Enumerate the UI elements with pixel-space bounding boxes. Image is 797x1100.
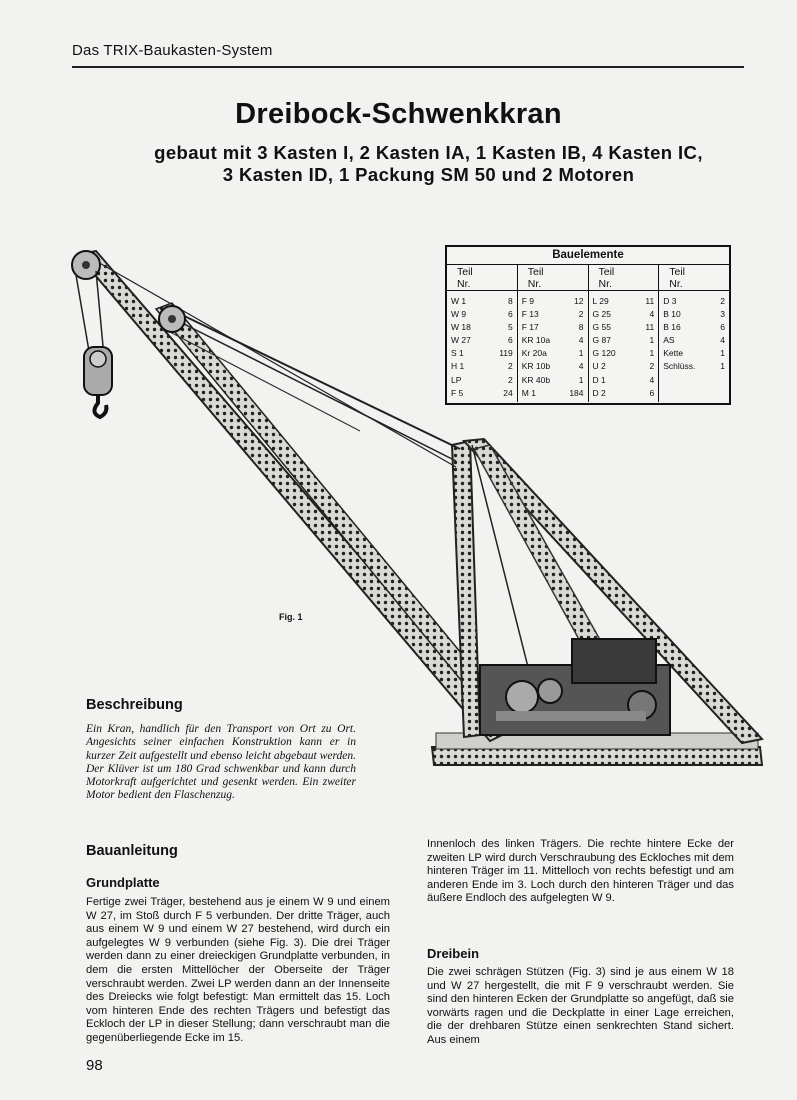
parts-row: AS 4 [663, 335, 725, 346]
parts-row: B 10 3 [663, 309, 725, 320]
parts-row: G 120 1 [592, 348, 655, 359]
hook [94, 395, 106, 417]
subtitle-line-2: 3 Kasten ID, 1 Packung SM 50 und 2 Motoren [222, 164, 635, 185]
parts-row: Kr 20a 1 [521, 348, 584, 359]
parts-row: S 1 119 [451, 348, 513, 359]
parts-row: W 27 6 [451, 335, 513, 346]
parts-row: G 87 1 [592, 335, 655, 346]
parts-row [659, 374, 729, 387]
grundplatte-heading: Grundplatte [86, 875, 160, 890]
parts-row: W 1 8 [451, 296, 513, 306]
parts-row: F 13 2 [521, 309, 584, 320]
description-text: Ein Kran, handlich für den Transport von Ort zu Ort. Angesichts seiner einfachen Konstruktion kann er in kurzer Zeit aufgestellt und ebenso leicht abgebaut werden. Der Klüver ist um 180 Grad schwenkbar und kann durch Motorkraft aufgerichtet und gesenkt werden. Ein zweiter Motor bedient den Flaschenzug. [86, 723, 356, 802]
description-heading: Beschreibung [86, 697, 183, 713]
parts-row: G 25 4 [592, 309, 655, 320]
parts-row: LP 2 [451, 374, 513, 385]
parts-column-3 [589, 265, 660, 402]
dreibein-heading: Dreibein [427, 946, 480, 961]
parts-row: U 2 2 [592, 361, 655, 372]
parts-table-title: Bauelemente [447, 247, 729, 265]
parts-row: B 16 6 [663, 322, 725, 333]
right-column-text: Innenloch des linken Trägers. Die rechte hintere Ecke der zweiten LP wird durch Verschraubung des Eckloches mit dem hinteren Träger im 11. Mittelloch von rechts befestigt und am anderen Ende im 3. Loch durch den hinteren Träger und das äußere Endloch des aufgelegten W 9. [427, 838, 734, 905]
dreibein-text: Die zwei schrägen Stützen (Fig. 3) sind je aus einem W 18 und W 27 hergestellt, die mit F 9 verschraubt werden. Sie sind den hinteren Ecken der Grundplatte so angefügt, daß sie vorwärts ragen und die Deckplatte in einer Lage erreichen, die der drehbaren Stütze einen senkrechten Stand sichert. Aus einem [427, 966, 734, 1046]
parts-column-4 [659, 265, 729, 402]
parts-row: D 1 4 [592, 374, 655, 385]
parts-column-header: Teil Nr. [659, 265, 729, 291]
parts-row: Schlüss. 1 [663, 361, 725, 372]
parts-column-header: Teil Nr. [589, 265, 659, 291]
parts-row: M 1 184 [521, 387, 584, 398]
parts-row: D 3 2 [663, 296, 725, 306]
parts-row: H 1 2 [451, 361, 513, 372]
parts-row: W 9 6 [451, 309, 513, 320]
motor-assembly [480, 639, 670, 735]
parts-column-header: Teil Nr. [447, 265, 517, 291]
figure-label: Fig. 1 [279, 612, 303, 622]
page-title: Dreibock-Schwenkkran [235, 98, 562, 130]
parts-row: KR 40b 1 [521, 374, 584, 385]
parts-row: F 5 24 [451, 387, 513, 398]
parts-row: KR 10b 4 [521, 361, 584, 372]
instructions-heading: Bauanleitung [86, 843, 178, 859]
page-number: 98 [86, 1057, 103, 1074]
parts-row: Kette 1 [663, 348, 725, 359]
parts-row: D 2 6 [592, 387, 655, 398]
parts-row: F 17 8 [521, 322, 584, 333]
header-rule [72, 66, 744, 68]
base-plate [432, 747, 762, 765]
parts-column-header: Teil Nr. [518, 265, 588, 291]
parts-row: F 9 12 [521, 296, 584, 306]
parts-column-1 [447, 265, 518, 402]
parts-row: KR 10a 4 [521, 335, 584, 346]
parts-row: W 18 5 [451, 322, 513, 333]
parts-row [659, 387, 729, 400]
parts-row: L 29 11 [592, 296, 655, 306]
grundplatte-text: Fertige zwei Träger, bestehend aus je einem W 9 und einem W 27, im Stoß durch F 5 verbunden. Der dritte Träger, auch aus einem W 9 und einem W 27 bestehend, wird durch ein aufgelegtes W 9 verbunden (siehe Fig. 3). Die drei Träger werden dann zu einer dreieckigen Grundplatte verbunden, in dem die ersten Mittellöcher der Oberseite der Träger verschraubt werden. Zwei LP werden dann an der Innenseite des Dreiecks wie folgt befestigt: Man ermittelt das 15. Loch vom hinteren Ende des rechten Trägers und befestigt das Eckloch der LP in dieser Stellung; dann verschraubt man die gegenüberliegende Ecke im 15. [86, 896, 390, 1044]
subtitle-line-1: gebaut mit 3 Kasten I, 2 Kasten IA, 1 Kasten IB, 4 Kasten IC, [154, 142, 703, 163]
parts-row: G 55 11 [592, 322, 655, 333]
parts-column-2 [518, 265, 589, 402]
running-head: Das TRIX-Baukasten-System [72, 42, 273, 59]
parts-table [445, 245, 731, 405]
